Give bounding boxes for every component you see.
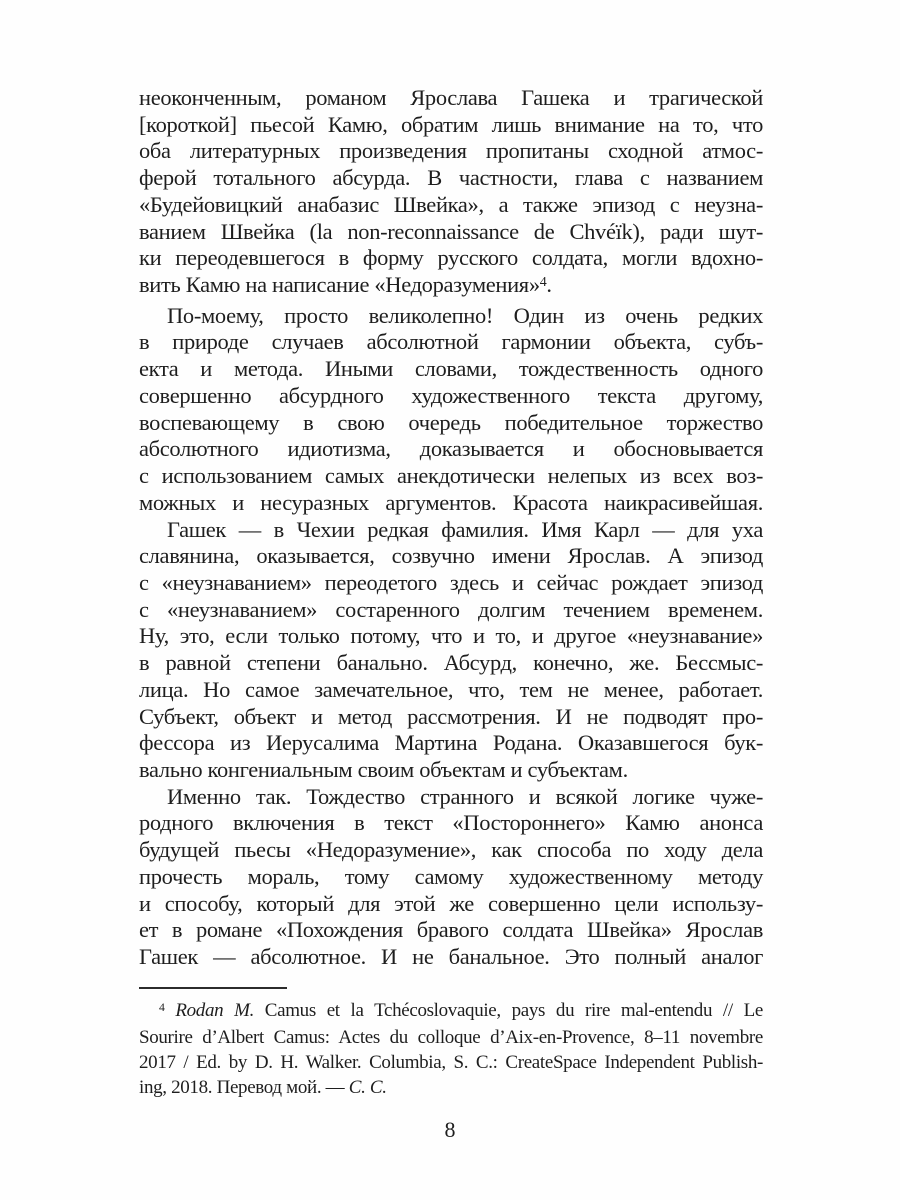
page-number: 8 [444,1117,456,1142]
text-line [139,329,763,356]
text-line [139,1075,763,1100]
text-line [139,891,763,918]
text-line [139,356,763,383]
text-line [139,138,763,165]
text-segment: вить Камю на написание «Недоразумения» [139,272,540,298]
text-segment: ки переодевшегося в форму русского солдата, могли вдохно- [139,245,763,271]
text-line [139,85,763,112]
text-line [139,165,763,192]
text-segment: 2017 / Ed. by D. H. Walker. Columbia, S. C.: CreateSpace Independent Publish- [139,1051,763,1073]
text-segment: в природе случаев абсолютной гармонии объекта, субъ- [139,329,763,355]
text-segment: Гашек — в Чехии редкая фамилия. Имя Карл — для уха [167,516,763,542]
text-line [139,490,763,517]
text-line [139,410,763,437]
text-line [139,730,763,757]
text-segment: Ну, это, если только потому, что и то, и другое «неузнавание» [139,623,763,649]
text-segment: прочесть мораль, тому самому художественному методу [139,863,763,889]
text-line [139,245,763,272]
text-segment: с «неузнаванием» переодетого здесь и сейчас рождает эпизод [139,569,763,595]
text-segment: с использованием самых анекдотически нелепых из всех воз- [139,463,763,489]
text-segment: фессора из Иерусалима Мартина Родана. Оказавшегося бук- [139,730,763,756]
text-line [139,810,763,837]
text-segment: [короткой] пьесой Камю, обратим лишь внимание на то, что [139,111,763,137]
text-line [139,570,763,597]
footnote-marker: 4 [159,1000,165,1014]
paragraph [139,784,763,971]
footnote-marker: 4 [539,275,547,291]
text-line [139,303,763,330]
text-segment: ет в романе «Похождения бравого солдата Швейка» Ярослав [139,917,763,943]
text-segment: будущей пьесы «Недоразумение», как способа по ходу дела [139,837,763,863]
text-segment: вально конгениальным своим объектам и субъектам. [139,756,628,782]
text-line [139,784,763,811]
text-line [139,837,763,864]
text-line [139,917,763,944]
text-line [139,677,763,704]
text-segment: ферой тотального абсурда. В частности, глава с названием [139,165,763,191]
text-line [139,192,763,219]
text-line [139,463,763,490]
text-segment: екта и метода. Иными словами, тождественность одного [139,356,763,382]
text-segment: совершенно абсурдного художественного текста другому, [139,382,763,408]
text-segment [165,1000,176,1021]
text-line [139,112,763,139]
text-segment: в равной степени банально. Абсурд, конечно, же. Бессмыс- [139,650,763,676]
text-column [139,85,763,1100]
text-line [139,597,763,624]
text-segment: С. С. [348,1076,387,1098]
text-line [139,1025,763,1050]
text-line [139,219,763,246]
text-segment: ванием Швейка (la non-reconnaissance de Chvéïk), ради шут- [139,218,763,244]
text-line [139,944,763,971]
text-line [139,1050,763,1075]
text-segment: По-моему, просто великолепно! Один из очень редких [167,302,763,328]
text-line [139,864,763,891]
text-line [139,383,763,410]
text-line [139,757,763,784]
text-segment: Rodan M. [175,999,254,1021]
text-line [139,650,763,677]
text-segment: абсолютного идиотизма, доказывается и обосновывается [139,436,763,462]
text-segment: Субъект, объект и метод рассмотрения. И не подводят про- [139,703,763,729]
text-segment: . [546,272,552,298]
text-segment: оба литературных произведения пропитаны сходной атмос- [139,138,763,164]
text-segment: можных и несуразных аргументов. Красота наикрасивейшая. [139,489,763,515]
text-segment: с «неузнаванием» состаренного долгим течением временем. [139,596,763,622]
text-segment: лица. Но самое замечательное, что, тем не менее, работает. [139,676,763,702]
footnote-rule [139,987,287,989]
text-segment: воспевающему в свою очередь победительное торжество [139,409,763,435]
text-line [139,623,763,650]
text-segment: Именно так. Тождество странного и всякой логике чуже- [167,783,763,809]
text-line [139,436,763,463]
paragraph [139,85,763,303]
text-segment: родного включения в текст «Постороннего» Камю анонса [139,810,763,836]
text-line [139,704,763,731]
paragraph [139,303,763,517]
main-text [139,85,763,971]
text-line [139,517,763,544]
text-segment: неоконченным, романом Ярослава Гашека и трагической [139,85,763,110]
text-line [139,543,763,570]
text-line [139,272,763,303]
text-segment: «Будейовицкий анабазис Швейка», а также эпизод с неузна- [139,191,763,217]
text-line [139,998,763,1025]
text-segment: Гашек — абсолютное. И не банальное. Это полный аналог [139,944,763,969]
paragraph [139,517,763,784]
text-segment: Sourire d’Albert Camus: Actes du colloque d’Aix-en-Provence, 8–11 novembre [139,1026,763,1048]
footnote-text [139,998,763,1100]
text-segment: Camus et la Tchécoslovaquie, pays du rire mal-entendu // Le [254,999,763,1021]
text-segment: и способу, который для этой же совершенно цели использу- [139,890,763,916]
text-segment: славянина, оказывается, созвучно имени Ярослав. А эпизод [139,543,763,569]
text-segment: ing, 2018. Перевод мой. — [139,1076,349,1098]
